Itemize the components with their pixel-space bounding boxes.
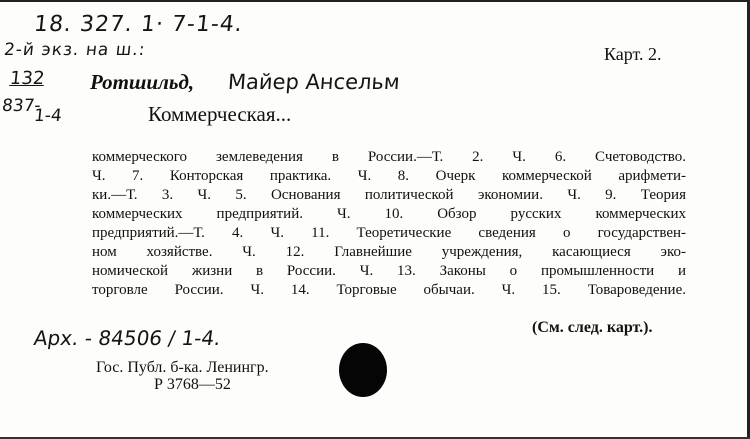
handwritten-author-given-names: Майер Ансельм bbox=[227, 70, 401, 94]
handwritten-shelf-mark-top: 132 bbox=[8, 68, 46, 89]
handwritten-shelf-mark-bottom: 837- bbox=[0, 96, 42, 116]
punch-hole bbox=[339, 343, 387, 397]
contents-description bbox=[92, 148, 686, 300]
contents-line: ном хозяйстве. Ч. 12. Главнейшие учреждения, касающиеся эко- bbox=[92, 244, 686, 260]
contents-line: торговле России. Ч. 14. Торговые обычаи. Ч. 15. Товароведение. bbox=[92, 282, 686, 298]
card-number: Карт. 2. bbox=[604, 44, 662, 64]
contents-line: номической жизни в России. Ч. 13. Законы о промышленности и bbox=[92, 263, 686, 279]
see-next-card-note: (См. след. карт.). bbox=[532, 319, 653, 336]
contents-line: ки.—Т. 3. Ч. 5. Основания политической экономии. Ч. 9. Теория bbox=[92, 187, 686, 203]
handwritten-classification: 18. 327. 1· 7-1-4. bbox=[32, 12, 245, 37]
handwritten-shelf-mark-suffix: 1-4 bbox=[32, 106, 63, 126]
author-surname: Ротшильд, bbox=[90, 70, 195, 94]
contents-line: предприятий.—Т. 4. Ч. 11. Теоретические сведения о государствен- bbox=[92, 225, 686, 241]
contents-line: коммерческих предприятий. Ч. 10. Обзор русских коммерческих bbox=[92, 206, 686, 222]
call-number: Р 3768—52 bbox=[154, 376, 231, 393]
contents-line: Ч. 7. Конторская практика. Ч. 8. Очерк коммерческой арифмети- bbox=[92, 168, 686, 184]
card-top-edge bbox=[0, 0, 750, 2]
library-name: Гос. Публ. б-ка. Ленингр. bbox=[96, 359, 269, 376]
contents-line: коммерческого землеведения в России.—Т. 2. Ч. 6. Счетоводство. bbox=[92, 149, 686, 165]
handwritten-archive-number: Арх. - 84506 / 1-4. bbox=[32, 326, 223, 350]
book-title: Коммерческая... bbox=[148, 102, 292, 126]
handwritten-copy-note: 2-й экз. на ш.: bbox=[2, 40, 147, 60]
